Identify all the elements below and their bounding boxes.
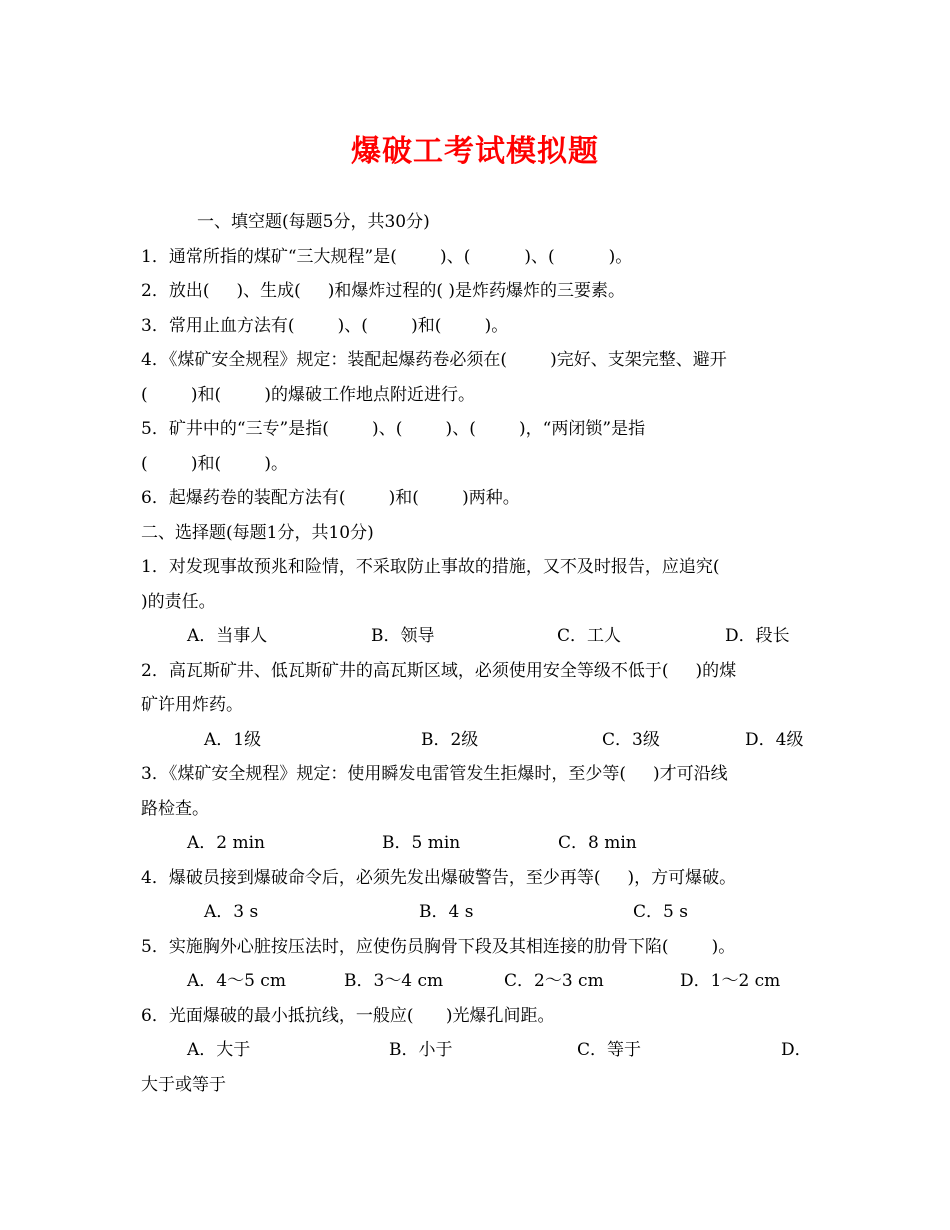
option-c: C．2～3 cm [504, 971, 604, 991]
choice-question-3: 3．《煤矿安全规程》规定：使用瞬发电雷管发生拒爆时，至少等( )才可沿线 [141, 764, 728, 784]
fill-question-5-cont: ( )和( )。 [141, 453, 288, 474]
option-a: A．当事人 [187, 626, 268, 646]
choice-options-6 [141, 1033, 813, 1068]
page-title: 爆破工考试模拟题 [351, 134, 599, 169]
option-c: C．5 s [633, 902, 688, 922]
option-a: A．大于 [187, 1040, 251, 1060]
choice-question-4: 4．爆破员接到爆破命令后，必须先发出爆破警告，至少再等( )，方可爆破。 [141, 867, 737, 888]
fill-question-4-cont: ( )和( )的爆破工作地点附近进行。 [141, 384, 475, 405]
choice-options-2 [141, 723, 813, 758]
choice-options-1 [141, 619, 813, 654]
fill-question-6: 6．起爆药卷的装配方法有( )和( )两种。 [141, 488, 520, 508]
option-c: C．工人 [557, 626, 622, 646]
fill-question-2: 2．放出( )、生成( )和爆炸过程的( )是炸药爆炸的三要素。 [141, 281, 626, 301]
choice-question-6: 6．光面爆破的最小抵抗线，一般应( )光爆孔间距。 [141, 1005, 555, 1026]
option-b: B．5 min [382, 833, 461, 853]
fill-question-4: 4．《煤矿安全规程》规定：装配起爆药卷必须在( )完好、支架完整、避开 [141, 350, 727, 370]
fill-question-3: 3．常用止血方法有( )、( )和( )。 [141, 315, 509, 336]
option-c: C．等于 [577, 1040, 642, 1060]
option-a: A．2 min [187, 833, 266, 853]
option-d: D．4级 [745, 729, 804, 750]
option-d: D． [781, 1040, 812, 1060]
choice-options-3 [141, 826, 813, 861]
option-b: B．3～4 cm [344, 971, 444, 991]
exam-content [141, 205, 813, 1102]
fill-question-5: 5．矿井中的“三专”是指( )、( )、( )，“两闭锁”是指 [141, 419, 646, 439]
choice-question-2: 2．高瓦斯矿井、低瓦斯矿井的高瓦斯区域，必须使用安全等级不低于( )的煤 [141, 660, 737, 681]
option-d: D．段长 [725, 626, 790, 646]
option-a: A．3 s [204, 902, 259, 922]
choice-question-1: 1．对发现事故预兆和险情，不采取防止事故的措施，又不及时报告，应追究( [141, 557, 720, 577]
choice-options-5 [141, 964, 813, 999]
option-b: B．领导 [371, 626, 435, 646]
option-a: A．1级 [204, 729, 262, 750]
option-a: A．4～5 cm [187, 971, 286, 991]
option-c: C．3级 [602, 729, 660, 750]
section-heading-choice: 二、选择题(每题1分，共10分) [141, 522, 374, 543]
choice-options-4 [141, 895, 813, 930]
option-b: B．小于 [389, 1040, 453, 1060]
option-c: C．8 min [558, 833, 637, 853]
section-heading-fill-blank: 一、填空题(每题5分，共30分) [197, 212, 430, 232]
choice-question-1-cont: )的责任。 [141, 591, 216, 612]
option-d: D．1～2 cm [680, 971, 781, 991]
choice-question-5: 5．实施胸外心脏按压法时，应使伤员胸骨下段及其相连接的肋骨下陷( )。 [141, 936, 736, 957]
fill-question-1: 1．通常所指的煤矿“三大规程”是( )、( )、( )。 [141, 246, 633, 267]
option-b: B．2级 [421, 729, 479, 750]
choice-question-2-cont: 矿许用炸药。 [141, 695, 243, 715]
option-b: B．4 s [419, 902, 474, 922]
option-d-text: 大于或等于 [141, 1074, 226, 1095]
choice-question-3-cont: 路检查。 [141, 798, 209, 819]
